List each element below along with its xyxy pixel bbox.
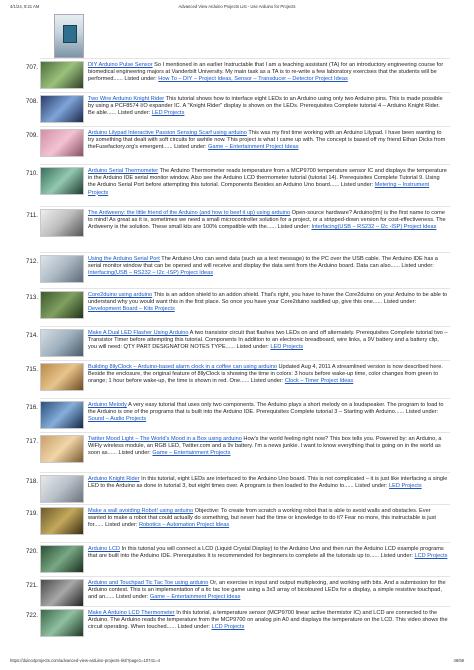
project-title-link[interactable]: Arduino and Touchpad Tic Tac Toe using arduino xyxy=(88,580,209,586)
page-url: https://duino4projects.com/advanced-view-arduino-projects-list/?page1=10741=4 xyxy=(10,658,160,663)
entry-text xyxy=(88,402,448,424)
entry-divider xyxy=(40,164,450,165)
project-description: Or, an exercise in input and output multiplexing, and working with bits. And a submission for the Arduino contest. This is an implementation of a tic tac toe game using a 3x3 array of bicoloured LEDs for a display, a simple resistive touchpad, and an...... Listed under: xyxy=(88,580,446,601)
project-description: A two transistor circuit that flashes two LEDs on and off alternately. Prerequisites Complete tutorial two – Transistor Timer before attempting this tutorial. Components In addition to an electronic breadboard, wire links, a 9V battery and a battery clip, you will need: QTY PART DESIGNATOR NOTES TYPE...... Listed under: xyxy=(88,330,448,351)
project-thumbnail[interactable] xyxy=(40,609,84,637)
entry-divider xyxy=(40,432,450,433)
entry-text xyxy=(88,96,448,118)
entry-divider xyxy=(40,472,450,473)
entry-divider xyxy=(40,542,450,543)
entry-divider xyxy=(40,398,450,399)
category-link[interactable]: Game – Entertainment Projects xyxy=(152,450,231,457)
category-link[interactable]: Clock – Timer Project Ideas xyxy=(284,378,354,385)
category-link[interactable]: Interfacing(USB – RS232 – I2c -ISP) Project Ideas xyxy=(88,270,213,277)
category-link[interactable]: LED Projects xyxy=(270,344,304,351)
entry-number: 714. xyxy=(25,332,38,339)
entry-number: 709. xyxy=(25,132,38,139)
entry-text xyxy=(88,62,448,84)
project-thumbnail[interactable] xyxy=(40,329,84,357)
project-title-link[interactable]: Using the Arduino Serial Port xyxy=(88,256,160,262)
project-title-link[interactable]: Make A Arduino LCD Thermometer xyxy=(88,610,175,616)
board-image xyxy=(63,25,77,43)
entry-divider xyxy=(40,252,450,253)
project-description: How's the world feeling right now? This box tells you. Powered by: an Arduino, a WiFly wireless module, an RGB LED, Twitter.com and a 9v battery. I'm a news junkie. I want to know everything that is going on in the world as soon as...... Listed under: xyxy=(88,436,442,457)
entry-text xyxy=(88,256,448,278)
entry-number: 715. xyxy=(25,366,38,373)
entry-number: 718. xyxy=(25,478,38,485)
entry-divider xyxy=(40,126,450,127)
entry-number: 708. xyxy=(25,98,38,105)
project-description: Updated Aug 4, 2011 A streamlined version is now described here. Beside the enclosure, the original feature of 8llyClock is showing the time in colors: 3 hours before wake-up time, color changes from green to orange; 1 hour before wake-up, the time is shown in red. One...... Listed under: xyxy=(88,364,443,385)
entry-text xyxy=(88,610,448,632)
page-title: Advanced View Arduino Projects List - Use Arduino for Projects xyxy=(178,4,296,9)
entry-divider xyxy=(40,326,450,327)
category-link[interactable]: Sound – Audio Projects xyxy=(88,416,147,423)
category-link[interactable]: Game – Entertainment Project Ideas xyxy=(149,594,241,601)
entry-text xyxy=(88,130,448,152)
entry-text xyxy=(88,436,448,458)
entry-text xyxy=(88,210,448,232)
project-title-link[interactable]: Make A Dual LED Flasher Using Arduino xyxy=(88,330,189,336)
project-thumbnail[interactable] xyxy=(40,545,84,573)
project-thumbnail[interactable] xyxy=(40,435,84,463)
project-description: In this tutorial, a temperature sensor (MCP9700 linear active thermistor IC) and LCD are connected to the Arduino. The Arduino reads the temperature from the MCP9700 on analog pin A0 and displays the temperature on the LCD. This video shows the circuit operating. When touched...... Listed under: xyxy=(88,610,448,631)
category-link[interactable]: Metering – Instrument Projects xyxy=(88,182,430,196)
project-title-link[interactable]: Make a wall avoiding Robot! using arduino xyxy=(88,508,194,514)
project-title-link[interactable]: Arduino Knight Rider xyxy=(88,476,140,482)
project-description: The Arduino Uno can send data (such as a text message) to the PC over the USB cable. The Arduino IDE has a serial monitor window that can be opened and will receive and display the data sent from the Arduino board. Data can also...... Listed under: xyxy=(88,256,438,270)
entry-number: 707. xyxy=(25,64,38,71)
category-link[interactable]: Game – Entertainment Project Ideas xyxy=(208,144,299,151)
category-link[interactable]: Robotics – Automation Project Ideas xyxy=(139,522,230,529)
entry-number: 721. xyxy=(25,582,38,589)
project-thumbnail[interactable] xyxy=(40,475,84,503)
project-thumbnail[interactable] xyxy=(40,61,84,89)
project-title-link[interactable]: Twitter Mood Light – The World's Mood in a Box using arduino xyxy=(88,436,242,442)
project-thumbnail[interactable] xyxy=(40,579,84,607)
entry-number: 711. xyxy=(26,212,38,219)
entry-divider xyxy=(40,576,450,577)
project-description: Objective: To create from scratch a working robot that is able to avoid walls and obstacles. Ever wanted to make a robot that could actually do something, but never had the time or knowledge to do it? Fear no more, this instructable is just for...... Listed under: xyxy=(88,508,436,529)
page-number: 46/59 xyxy=(453,658,464,663)
entry-text xyxy=(88,508,448,530)
print-footer xyxy=(0,656,474,668)
project-description: This tutorial shows how to interface eight LEDs to an Arduino using only two Arduino pins. This is made possible by using a PCF8574 I/O expander IC. A "Knight Rider" display is shown on the LEDs. Prerequisites Complete tutorial 4 – Arduino Knight Rider. Be able...... Listed under: xyxy=(88,96,443,117)
project-thumbnail[interactable] xyxy=(40,401,84,429)
category-link[interactable]: How To – DIY – Project Ideas, Sensor – Transducer – Detector Project Ideas xyxy=(158,76,348,83)
entry-number: 713. xyxy=(25,294,38,301)
entry-number: 717. xyxy=(25,438,38,445)
entry-text xyxy=(88,364,448,386)
project-thumbnail[interactable] xyxy=(40,363,84,391)
project-thumbnail[interactable] xyxy=(40,167,84,195)
entry-divider xyxy=(40,288,450,289)
project-description: Open-source hardware? Arduino(tm) is the first name to come to mind! As great as it is, sometimes we need a small microcontroller solution for a project, or a stripped-down version for cost-effectiveness. The Ardweeny is the solution. These small kits are 100% compatible with the...... Listed under: xyxy=(88,210,446,231)
entry-text xyxy=(88,580,448,602)
print-header xyxy=(0,0,474,12)
category-link[interactable]: LCD Projects xyxy=(414,553,448,560)
project-thumbnail[interactable] xyxy=(40,95,84,123)
entry-number: 712. xyxy=(25,258,38,265)
entry-text xyxy=(88,168,448,197)
category-link[interactable]: LED Projects xyxy=(389,483,422,490)
project-description: The Arduino Thermometer reads temperature from a MCP9700 temperature sensor IC and displays the temperature in the Arduino IDE serial monitor window. Also see the Arduino LCD thermometer tutorial (tutorial 14). Prerequisites Complete Tutorial 9. Using the Arduino Serial Port before attempting this tutorial. Components Besides an Arduino Uno board...... Listed under: xyxy=(88,168,447,189)
entry-text xyxy=(88,330,448,352)
entry-number: 716. xyxy=(25,404,38,411)
project-title-link[interactable]: Arduino Serial Thermometer xyxy=(88,168,159,174)
project-title-link[interactable]: Core2duino using arduino xyxy=(88,292,153,298)
project-thumbnail[interactable] xyxy=(40,255,84,283)
entry-text xyxy=(88,546,448,560)
project-title-link[interactable]: Arduino LCD xyxy=(88,546,121,552)
project-description: This was my first time working with an Arduino Lilypad. I have been wanting to try something that dealt with soft circuits for awhile now. This project is what I came up with. The concept is based off my friend Ethan Dicks from theFusefactory.org's emergent...... Listed under: xyxy=(88,130,446,151)
project-title-link[interactable]: The Ardweeny: the little friend of the Arduino (and how to beef it up) using arduino xyxy=(88,210,291,216)
entry-divider xyxy=(40,504,450,505)
print-date: 4/1/24, 9:21 AM xyxy=(10,4,40,9)
category-link[interactable]: Development Board – Kits Projects xyxy=(88,306,175,313)
entry-text xyxy=(88,476,448,490)
category-link[interactable]: Interfacing(USB – RS232 – I2c -ISP) Project Ideas xyxy=(311,224,437,231)
previous-entry-thumbnail[interactable] xyxy=(54,14,84,58)
entry-number: 710. xyxy=(25,170,38,177)
project-title-link[interactable]: DIY Arduino Pulse Sensor xyxy=(88,62,153,68)
project-description: In this tutorial you will connect a LCD (Liquid Crystal Display) to the Arduino Uno and then run the Arduino LCD example programs that are built into the Arduino IDE. Prerequisites It is recommended for beginners to complete all the tutorials up to...... Listed under: xyxy=(88,546,444,560)
entry-divider xyxy=(40,92,450,93)
project-title-link[interactable]: Arduino Melody xyxy=(88,402,127,408)
entry-number: 720. xyxy=(25,548,38,555)
project-description: In this tutorial, eight LEDs are interfaced to the Arduino Uno board. This is not complicated – it is just like interfacing a single LED to the Arduino as done in tutorial 3, but eight times over. A program is then loaded to the Arduino to...... Listed under: xyxy=(88,476,448,490)
entry-text xyxy=(88,292,448,314)
entry-divider xyxy=(40,206,450,207)
project-title-link[interactable]: Two Wire Arduino Knight Rider xyxy=(88,96,165,102)
entry-divider xyxy=(40,606,450,607)
entry-number: 719. xyxy=(25,510,38,517)
entry-number: 722. xyxy=(25,612,38,619)
project-description: This is an addon shield to an addon shield. That's right, you have to have the Core2duino on your Arduino to be able to understand why you would want this in the first place. So once you have your Core2duino saddled up, give this one...... Listed under: xyxy=(88,292,448,306)
project-title-link[interactable]: Building 8llyClock – Arduino-based alarm clock in a coffee can using arduino xyxy=(88,364,277,370)
project-thumbnail[interactable] xyxy=(40,209,84,237)
category-link[interactable]: LCD Projects xyxy=(211,624,245,631)
project-thumbnail[interactable] xyxy=(40,507,84,535)
project-thumbnail[interactable] xyxy=(40,291,84,319)
project-title-link[interactable]: Arduino Lilypad Interactive Passion Sensing Scarf using arduino xyxy=(88,130,247,136)
project-thumbnail[interactable] xyxy=(40,129,84,157)
entry-divider xyxy=(40,58,450,59)
project-description: So I mentioned in an earlier Instructable that I am a teaching assistant (TA) for an introductory engineering course for biomedical engineering majors at Vanderbilt University. My main task as a TA is to re-write a few laboratory exercises that the students will be performed...... Listed under: xyxy=(88,62,444,83)
entry-divider xyxy=(40,360,450,361)
category-link[interactable]: LED Projects xyxy=(151,110,185,117)
project-description: A very easy tutorial that uses only two components. The Arduino plays a short melody on a loudspeaker. The program to load to the Arduino is one of the programs that is built into the Arduino IDE. Prerequisites Complete tutorial 3 – Starting with Arduino...... Listed under: xyxy=(88,402,444,416)
